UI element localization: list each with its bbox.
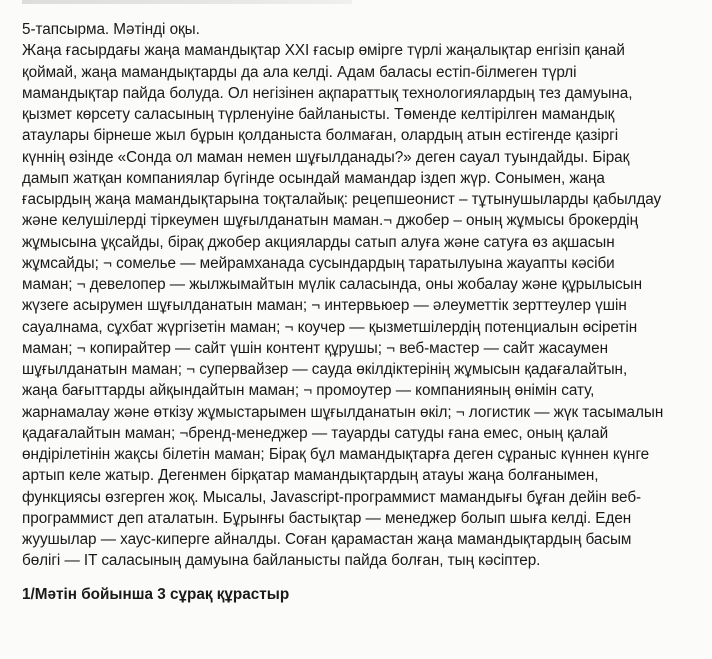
text-line: жаңа бағыттарды айқындайтын маман; ¬ промоутер — компанияның өнімін сату, bbox=[22, 382, 595, 400]
text-line: сауалнама, сұхбат жүргізетін маман; ¬ коучер — қызметшілердің потенциалын өсіретін bbox=[22, 318, 638, 336]
question-prompt: 1/Мәтін бойынша 3 сұрақ құрастыр bbox=[22, 585, 290, 603]
text-line: бөлігі — IT саласының дамуына байланысты пайда болған, тың кәсіптер. bbox=[22, 552, 541, 570]
text-line: функциясы өзгерген жоқ. Мысалы, Javascript-программист мамандығы бұған дейін веб- bbox=[22, 488, 642, 506]
paragraph-gap bbox=[22, 572, 708, 584]
text-line: жүзеге асырумен шұғылданатын маман; ¬ интервьюер — әлеуметтік зерттеулер үшін bbox=[22, 297, 627, 315]
text-line: өндірілетінін жақсы білетін маман; Бірақ бұл мамандықтарға деген сұраныс күннен күнге bbox=[22, 446, 650, 463]
text-line: артып келе жатыр. Дегенмен бірқатар мамандықтардың атауы жаңа болғанымен, bbox=[22, 467, 599, 485]
task-heading: 5-тапсырма. Мәтінді оқы. bbox=[22, 21, 200, 38]
text-line: жарнамалау және өткізу жұмыстарымен шұғылданатын өкіл; ¬ логистик — жүк тасымалын bbox=[22, 403, 664, 421]
text-line: Жаңа ғасырдағы жаңа мамандықтар XXI ғасыр өмірге түрлі жаңалықтар енгізіп қанай bbox=[22, 42, 625, 60]
text-line: ғасырдың жаңа мамандықтарына тоқталайық: рецепшеонист – тұтынушыларды қабылдау bbox=[22, 191, 662, 208]
text-line: программист деп аталатын. Бұрынғы бастықтар — менеджер болып шыға келді. Еден bbox=[22, 509, 632, 527]
text-line: қоймай, жаңа мамандықтарды да ала келді. Адам баласы естіп-білмеген түрлі bbox=[22, 63, 577, 81]
text-line: жұмысына ұқсайды, бірақ джобер акцияларды сатып алуға және сатуға өз ақшасын bbox=[22, 233, 615, 251]
text-line: күннің өзінде «Сонда ол маман немен шұғылданады?» деген сауал туындайды. Бірақ bbox=[22, 148, 630, 166]
text-line: қызмет көрсету саласының түрленуіне байланысты. Төменде келтірілген мамандық bbox=[22, 106, 615, 123]
text-line: жұмсайды; ¬ сомелье — мейрамханада сусындардың таратылуына жауапты кәсіби bbox=[22, 254, 615, 272]
text-line: жуушылар — хаус-киперге айналды. Соған қарамастан жаңа мамандықтардың басым bbox=[22, 531, 632, 548]
text-line: маман; ¬ копирайтер — сайт үшін контент құрушы; ¬ веб-мастер — сайт жасаумен bbox=[22, 339, 608, 357]
text-line: шұғылданатын маман; ¬ супервайзер — сауда өкілдіктерінің жұмысын қадағалайтын, bbox=[22, 361, 628, 378]
text-line: дамып жатқан компаниялар бүгінде осындай мамандар іздеп жүр. Сонымен, жаңа bbox=[22, 169, 605, 187]
document-page bbox=[22, 19, 708, 605]
cropped-previous-line bbox=[22, 0, 352, 4]
text-line: маман; ¬ девелопер — жылжымайтын мүлік саласында, оны жобалау және құрылысын bbox=[22, 276, 642, 293]
text-line: мамандықтар пайда болуда. Ол негізінен ақпараттық технологиялардың тез дамуына, bbox=[22, 84, 633, 102]
paragraph bbox=[22, 19, 708, 572]
text-line: атаулары бірнеше жыл бұрын қолданыста болмаған, олардың атын естігенде қазіргі bbox=[22, 127, 619, 145]
text-line: қадағалайтын маман; ¬бренд-менеджер — тауарды сатуды ғана емес, оның қалай bbox=[22, 424, 609, 442]
text-line: және келушілерді тіркеумен шұғылданатын маман.¬ джобер – оның жұмысы брокердің bbox=[22, 212, 639, 230]
